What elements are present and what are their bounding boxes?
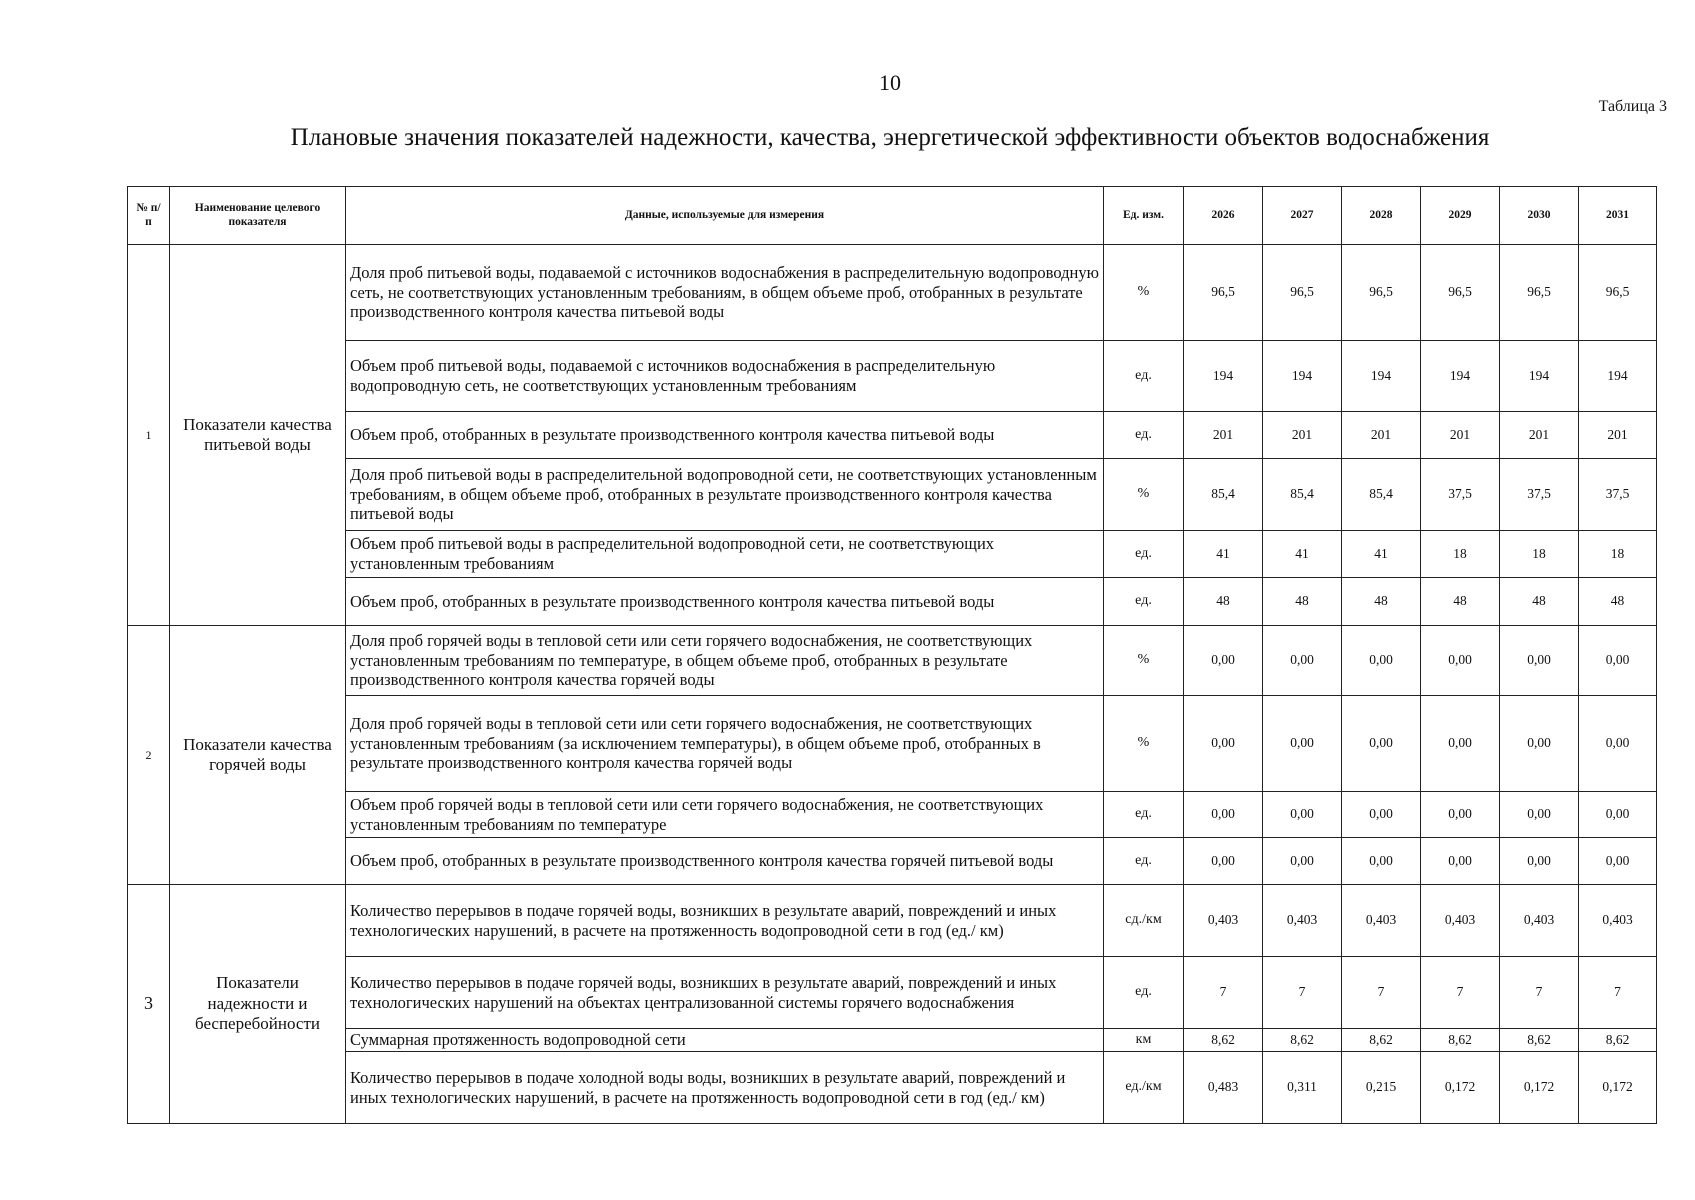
value-cell: 201 bbox=[1342, 412, 1421, 459]
measure-description: Объем проб питьевой воды в распределительной водопроводной сети, не соответствующих установленным требованиям bbox=[346, 531, 1104, 578]
table-row bbox=[128, 792, 1657, 838]
header-year: 2029 bbox=[1421, 187, 1500, 245]
table-row bbox=[128, 838, 1657, 885]
table-row bbox=[128, 531, 1657, 578]
value-cell: 194 bbox=[1579, 341, 1657, 412]
value-cell: 0,00 bbox=[1263, 792, 1342, 838]
value-cell: 201 bbox=[1263, 412, 1342, 459]
value-cell: 0,00 bbox=[1579, 838, 1657, 885]
group-name: Показатели качества питьевой воды bbox=[170, 245, 346, 626]
value-cell: 0,215 bbox=[1342, 1052, 1421, 1124]
value-cell: 0,00 bbox=[1184, 626, 1263, 696]
header-row bbox=[128, 187, 1657, 245]
table-row bbox=[128, 626, 1657, 696]
table-row bbox=[128, 459, 1657, 531]
table-row bbox=[128, 696, 1657, 792]
value-cell: 48 bbox=[1421, 578, 1500, 626]
group-number: 3 bbox=[128, 885, 170, 1124]
table-row bbox=[128, 1029, 1657, 1052]
value-cell: 0,403 bbox=[1184, 885, 1263, 957]
value-cell: 48 bbox=[1500, 578, 1579, 626]
measure-description: Доля проб горячей воды в тепловой сети или сети горячего водоснабжения, не соответствующих установленным требованиям по температуре, в общем объеме проб, отобранных в результате производственного контроля качества горячей воды bbox=[346, 626, 1104, 696]
value-cell: 48 bbox=[1342, 578, 1421, 626]
value-cell: 0,00 bbox=[1421, 792, 1500, 838]
unit-cell: % bbox=[1104, 245, 1184, 341]
value-cell: 0,403 bbox=[1421, 885, 1500, 957]
unit-cell: ед. bbox=[1104, 838, 1184, 885]
value-cell: 194 bbox=[1342, 341, 1421, 412]
value-cell: 194 bbox=[1184, 341, 1263, 412]
value-cell: 48 bbox=[1579, 578, 1657, 626]
value-cell: 0,00 bbox=[1263, 696, 1342, 792]
unit-cell: ед. bbox=[1104, 531, 1184, 578]
measure-description: Объем проб, отобранных в результате производственного контроля качества питьевой воды bbox=[346, 578, 1104, 626]
document-title: Плановые значения показателей надежности, качества, энергетической эффективности объектов водоснабжения bbox=[290, 124, 1490, 151]
table-label: Таблица 3 bbox=[1598, 98, 1667, 115]
unit-cell: ед. bbox=[1104, 792, 1184, 838]
header-name: Наименование целевого показателя bbox=[170, 187, 346, 245]
header-year: 2027 bbox=[1263, 187, 1342, 245]
measure-description: Объем проб питьевой воды, подаваемой с источников водоснабжения в распределительную водопроводную сеть, не соответствующих установленным требованиям bbox=[346, 341, 1104, 412]
value-cell: 8,62 bbox=[1579, 1029, 1657, 1052]
value-cell: 7 bbox=[1263, 957, 1342, 1029]
value-cell: 96,5 bbox=[1184, 245, 1263, 341]
value-cell: 0,00 bbox=[1263, 838, 1342, 885]
value-cell: 0,00 bbox=[1184, 696, 1263, 792]
table-row bbox=[128, 341, 1657, 412]
value-cell: 0,00 bbox=[1421, 838, 1500, 885]
value-cell: 194 bbox=[1263, 341, 1342, 412]
value-cell: 194 bbox=[1421, 341, 1500, 412]
unit-cell: км bbox=[1104, 1029, 1184, 1052]
value-cell: 0,00 bbox=[1421, 626, 1500, 696]
measure-description: Количество перерывов в подаче горячей воды, возникших в результате аварий, повреждений и иных технологических нарушений на объектах централизованной системы горячего водоснабжения bbox=[346, 957, 1104, 1029]
unit-cell: сд./км bbox=[1104, 885, 1184, 957]
group-name: Показатели надежности и бесперебойности bbox=[170, 885, 346, 1124]
measure-description: Доля проб питьевой воды, подаваемой с источников водоснабжения в распределительную водопроводную сеть, не соответствующих установленным требованиям, в общем объеме проб, отобранных в результате производственного контроля качества питьевой воды bbox=[346, 245, 1104, 341]
unit-cell: ед. bbox=[1104, 412, 1184, 459]
value-cell: 85,4 bbox=[1263, 459, 1342, 531]
value-cell: 18 bbox=[1579, 531, 1657, 578]
value-cell: 0,00 bbox=[1500, 696, 1579, 792]
header-year: 2028 bbox=[1342, 187, 1421, 245]
value-cell: 0,00 bbox=[1500, 792, 1579, 838]
indicators-table bbox=[127, 186, 1657, 1124]
value-cell: 18 bbox=[1421, 531, 1500, 578]
table-row bbox=[128, 885, 1657, 957]
value-cell: 0,00 bbox=[1342, 838, 1421, 885]
value-cell: 8,62 bbox=[1500, 1029, 1579, 1052]
header-unit: Ед. изм. bbox=[1104, 187, 1184, 245]
unit-cell: ед. bbox=[1104, 341, 1184, 412]
table-row bbox=[128, 957, 1657, 1029]
measure-description: Объем проб горячей воды в тепловой сети или сети горячего водоснабжения, не соответствующих установленным требованиям по температуре bbox=[346, 792, 1104, 838]
value-cell: 201 bbox=[1184, 412, 1263, 459]
value-cell: 18 bbox=[1500, 531, 1579, 578]
value-cell: 37,5 bbox=[1500, 459, 1579, 531]
value-cell: 8,62 bbox=[1184, 1029, 1263, 1052]
measure-description: Количество перерывов в подаче горячей воды, возникших в результате аварий, повреждений и иных технологических нарушений, в расчете на протяженность водопроводной сети в год (ед./ км) bbox=[346, 885, 1104, 957]
value-cell: 7 bbox=[1421, 957, 1500, 1029]
unit-cell: % bbox=[1104, 459, 1184, 531]
value-cell: 0,00 bbox=[1342, 626, 1421, 696]
value-cell: 0,403 bbox=[1500, 885, 1579, 957]
unit-cell: % bbox=[1104, 696, 1184, 792]
value-cell: 0,00 bbox=[1342, 792, 1421, 838]
measure-description: Доля проб питьевой воды в распределительной водопроводной сети, не соответствующих установленным требованиям, в общем объеме проб, отобранных в результате производственного контроля качества питьевой воды bbox=[346, 459, 1104, 531]
value-cell: 96,5 bbox=[1500, 245, 1579, 341]
value-cell: 0,172 bbox=[1579, 1052, 1657, 1124]
value-cell: 0,403 bbox=[1342, 885, 1421, 957]
value-cell: 7 bbox=[1579, 957, 1657, 1029]
value-cell: 8,62 bbox=[1421, 1029, 1500, 1052]
value-cell: 0,403 bbox=[1579, 885, 1657, 957]
header-data: Данные, используемые для измерения bbox=[346, 187, 1104, 245]
unit-cell: % bbox=[1104, 626, 1184, 696]
unit-cell: ед. bbox=[1104, 578, 1184, 626]
measure-description: Объем проб, отобранных в результате производственного контроля качества питьевой воды bbox=[346, 412, 1104, 459]
table-row bbox=[128, 245, 1657, 341]
value-cell: 96,5 bbox=[1579, 245, 1657, 341]
measure-description: Количество перерывов в подаче холодной воды воды, возникших в результате аварий, повреждений и иных технологических нарушений, в расчете на протяженность водопроводной сети в год (ед./ км) bbox=[346, 1052, 1104, 1124]
value-cell: 48 bbox=[1184, 578, 1263, 626]
header-num: № п/ п bbox=[128, 187, 170, 245]
value-cell: 0,172 bbox=[1500, 1052, 1579, 1124]
value-cell: 0,483 bbox=[1184, 1052, 1263, 1124]
value-cell: 194 bbox=[1500, 341, 1579, 412]
value-cell: 0,00 bbox=[1500, 626, 1579, 696]
value-cell: 7 bbox=[1184, 957, 1263, 1029]
table-row bbox=[128, 578, 1657, 626]
value-cell: 0,00 bbox=[1421, 696, 1500, 792]
table-row bbox=[128, 1052, 1657, 1124]
group-number: 1 bbox=[128, 245, 170, 626]
value-cell: 96,5 bbox=[1421, 245, 1500, 341]
value-cell: 201 bbox=[1421, 412, 1500, 459]
value-cell: 0,311 bbox=[1263, 1052, 1342, 1124]
value-cell: 37,5 bbox=[1579, 459, 1657, 531]
value-cell: 41 bbox=[1184, 531, 1263, 578]
value-cell: 7 bbox=[1342, 957, 1421, 1029]
header-year: 2030 bbox=[1500, 187, 1579, 245]
value-cell: 0,00 bbox=[1184, 792, 1263, 838]
value-cell: 0,00 bbox=[1579, 792, 1657, 838]
value-cell: 201 bbox=[1579, 412, 1657, 459]
page-number: 10 bbox=[879, 70, 901, 95]
value-cell: 0,00 bbox=[1342, 696, 1421, 792]
header-year: 2026 bbox=[1184, 187, 1263, 245]
measure-description: Доля проб горячей воды в тепловой сети или сети горячего водоснабжения, не соответствующих установленным требованиям (за исключением температуры), в общем объеме проб, отобранных в результате производственного контроля качества горячей воды bbox=[346, 696, 1104, 792]
group-name: Показатели качества горячей воды bbox=[170, 626, 346, 885]
value-cell: 0,00 bbox=[1500, 838, 1579, 885]
value-cell: 48 bbox=[1263, 578, 1342, 626]
value-cell: 8,62 bbox=[1342, 1029, 1421, 1052]
value-cell: 0,00 bbox=[1579, 626, 1657, 696]
value-cell: 85,4 bbox=[1342, 459, 1421, 531]
value-cell: 85,4 bbox=[1184, 459, 1263, 531]
value-cell: 41 bbox=[1263, 531, 1342, 578]
measure-description: Суммарная протяженность водопроводной сети bbox=[346, 1029, 1104, 1052]
unit-cell: ед. bbox=[1104, 957, 1184, 1029]
header-year: 2031 bbox=[1579, 187, 1657, 245]
value-cell: 0,00 bbox=[1579, 696, 1657, 792]
value-cell: 7 bbox=[1500, 957, 1579, 1029]
value-cell: 96,5 bbox=[1342, 245, 1421, 341]
value-cell: 37,5 bbox=[1421, 459, 1500, 531]
group-number: 2 bbox=[128, 626, 170, 885]
value-cell: 0,00 bbox=[1263, 626, 1342, 696]
value-cell: 0,172 bbox=[1421, 1052, 1500, 1124]
value-cell: 96,5 bbox=[1263, 245, 1342, 341]
unit-cell: ед./км bbox=[1104, 1052, 1184, 1124]
value-cell: 8,62 bbox=[1263, 1029, 1342, 1052]
measure-description: Объем проб, отобранных в результате производственного контроля качества горячей питьевой воды bbox=[346, 838, 1104, 885]
table-row bbox=[128, 412, 1657, 459]
value-cell: 0,403 bbox=[1263, 885, 1342, 957]
value-cell: 0,00 bbox=[1184, 838, 1263, 885]
value-cell: 41 bbox=[1342, 531, 1421, 578]
value-cell: 201 bbox=[1500, 412, 1579, 459]
